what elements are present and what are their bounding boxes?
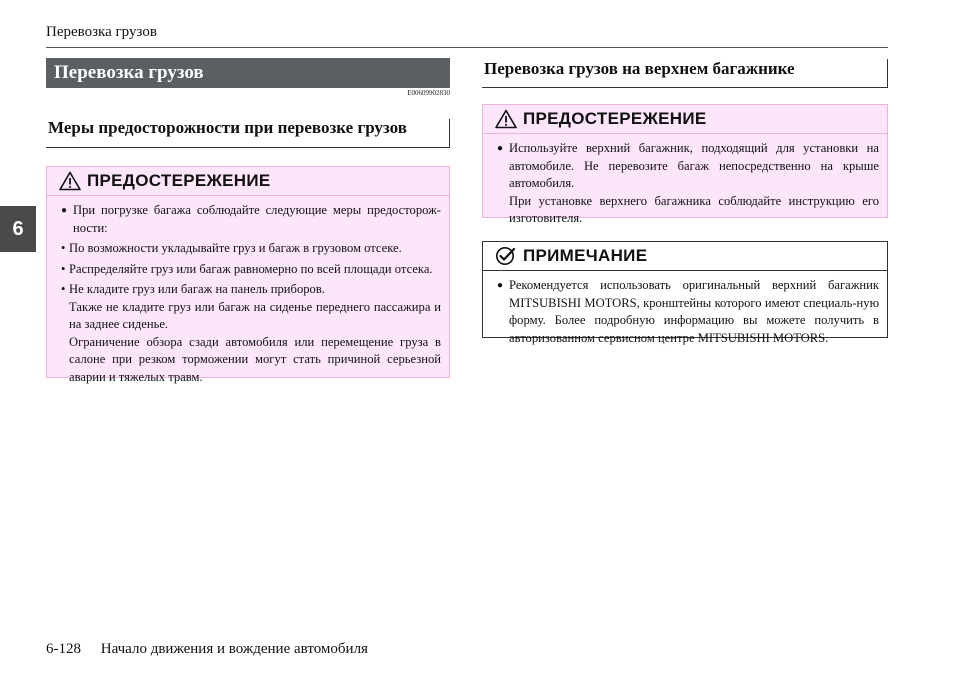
caution-header bbox=[483, 105, 887, 134]
caution-box-cargo bbox=[46, 166, 450, 384]
chapter-title: Начало движения и вождение автомобиля bbox=[100, 641, 368, 657]
list-item: • По возможности укладывайте груз и багаж в грузовом отсеке. bbox=[61, 240, 441, 258]
list-item: • Не кладите груз или багаж на панель приборов. bbox=[61, 281, 441, 299]
caution-title: ПРЕДОСТЕРЕЖЕНИЕ bbox=[87, 171, 271, 190]
warning-triangle-icon bbox=[495, 109, 517, 129]
document-code: E00609902830 bbox=[407, 89, 450, 97]
note-body bbox=[483, 271, 887, 353]
caution-title: ПРЕДОСТЕРЕЖЕНИЕ bbox=[523, 109, 707, 128]
note-box bbox=[482, 241, 888, 345]
header-rule bbox=[46, 47, 888, 48]
caution-box-roof-rack bbox=[482, 104, 888, 225]
running-header: Перевозка грузов bbox=[46, 24, 157, 40]
subheading-roof-rack: Перевозка грузов на верхнем багажнике bbox=[482, 58, 888, 88]
caution-body bbox=[47, 196, 449, 392]
warning-triangle-icon bbox=[59, 171, 81, 191]
chapter-tab: 6 bbox=[0, 206, 36, 252]
caution-extra-text: Также не кладите груз или багаж на сиденье переднего пассажира и на заднее сиденье. bbox=[69, 299, 441, 331]
note-title: ПРИМЕЧАНИЕ bbox=[523, 246, 648, 265]
caution-extra-text: При установке верхнего багажника соблюдайте инструкцию его изготовителя. bbox=[509, 193, 879, 225]
page-footer bbox=[46, 641, 368, 658]
section-title: Перевозка грузов bbox=[46, 58, 450, 88]
page-number: 6-128 bbox=[46, 641, 81, 657]
list-item: • Распределяйте груз или багаж равномерно по всей площади отсека. bbox=[61, 261, 441, 279]
caution-extra-text: Ограничение обзора сзади автомобиля или перемещение груза в салоне при резком торможении могут стать причиной серьезной аварии и тяжелых травм. bbox=[69, 334, 441, 384]
checkmark-icon bbox=[495, 246, 517, 266]
note-bullet: ● Рекомендуется использовать оригинальный верхний багажник MITSUBISHI MOTORS, кронштейны которого имеют специаль-ную форму. Более подробную информацию вы можете получить в авторизованном сервисном центре MITSUBISHI MOTORS. bbox=[497, 277, 879, 347]
caution-bullet: ● Используйте верхний багажник, подходящий для установки на автомобиле. Не перевозите багаж непосредственно на крыше автомобиля. bbox=[497, 140, 879, 193]
note-header bbox=[483, 242, 887, 271]
caution-header bbox=[47, 167, 449, 196]
caution-body bbox=[483, 134, 887, 234]
caution-intro: ● При погрузке багажа соблюдайте следующие меры предосторож-ности: bbox=[61, 202, 441, 237]
subheading-precautions: Меры предосторожности при перевозке грузов bbox=[46, 117, 450, 148]
